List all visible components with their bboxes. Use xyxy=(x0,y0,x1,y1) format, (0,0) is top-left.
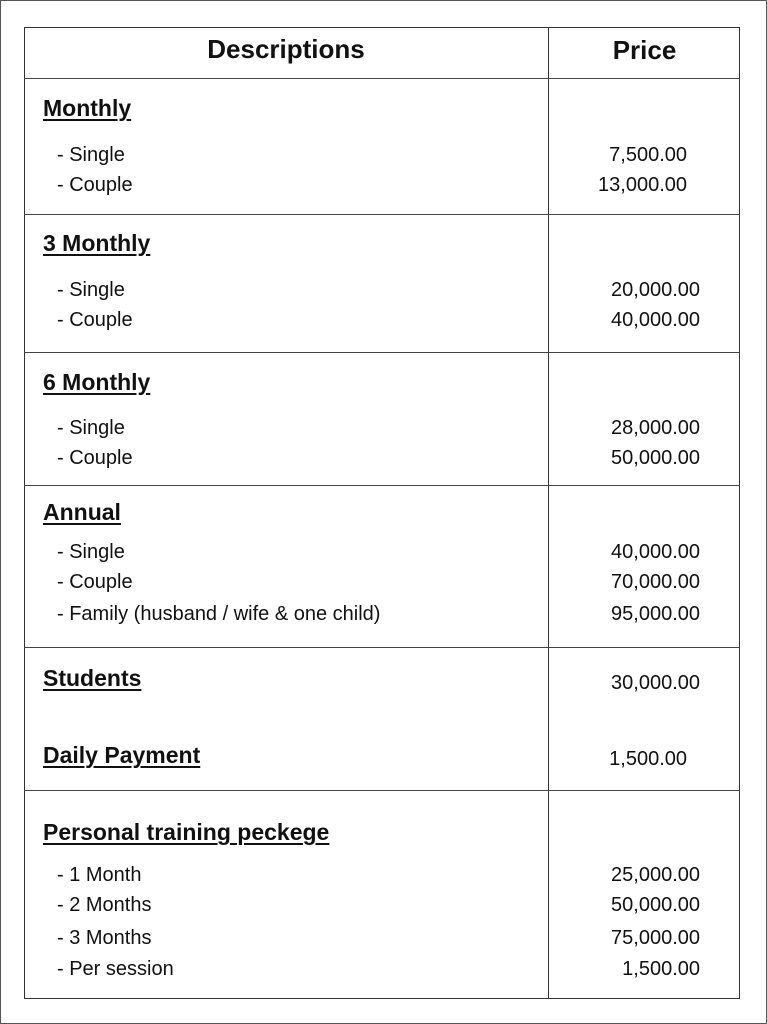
item-label: - Family (husband / wife & one child) xyxy=(57,603,381,625)
row-divider xyxy=(24,78,740,79)
item-label: - 1 Month xyxy=(57,864,142,886)
row-divider xyxy=(24,647,740,648)
item-label: - Couple xyxy=(57,309,133,331)
item-price: 1,500.00 xyxy=(622,958,700,980)
item-label: - Single xyxy=(57,417,125,439)
item-price: 70,000.00 xyxy=(611,571,700,593)
item-label: - Per session xyxy=(57,958,174,980)
item-label: - Couple xyxy=(57,447,133,469)
item-price: 13,000.00 xyxy=(598,174,687,196)
section-title-6-monthly: 6 Monthly xyxy=(43,369,151,395)
row-divider xyxy=(24,214,740,215)
section-title-personal-training: Personal training peckege xyxy=(43,819,330,845)
item-label: - Couple xyxy=(57,174,133,196)
item-label: - 3 Months xyxy=(57,927,152,949)
section-title-3-monthly: 3 Monthly xyxy=(43,230,151,256)
column-divider xyxy=(548,27,549,999)
row-divider xyxy=(24,790,740,791)
header-price: Price xyxy=(612,35,677,65)
item-price: 50,000.00 xyxy=(611,894,700,916)
item-label: - Couple xyxy=(57,571,133,593)
item-price: 20,000.00 xyxy=(611,279,700,301)
item-label: - Single xyxy=(57,279,125,301)
section-title-daily-payment: Daily Payment xyxy=(43,742,201,768)
item-price: 28,000.00 xyxy=(611,417,700,439)
item-price: 95,000.00 xyxy=(611,603,700,625)
item-price: 40,000.00 xyxy=(611,309,700,331)
row-divider xyxy=(24,352,740,353)
item-price: 50,000.00 xyxy=(611,447,700,469)
row-divider xyxy=(24,485,740,486)
section-title-students: Students xyxy=(43,665,142,691)
price-table xyxy=(24,27,740,999)
header-descriptions: Descriptions xyxy=(207,34,365,64)
item-label: - 2 Months xyxy=(57,894,152,916)
item-label: - Single xyxy=(57,541,125,563)
section-title-annual: Annual xyxy=(43,499,121,525)
item-label: - Single xyxy=(57,144,125,166)
item-price: 7,500.00 xyxy=(609,144,687,166)
students-price: 30,000.00 xyxy=(611,672,700,694)
daily-payment-price: 1,500.00 xyxy=(609,748,687,770)
section-title-monthly: Monthly xyxy=(43,95,132,121)
item-price: 75,000.00 xyxy=(611,927,700,949)
item-price: 40,000.00 xyxy=(611,541,700,563)
item-price: 25,000.00 xyxy=(611,864,700,886)
